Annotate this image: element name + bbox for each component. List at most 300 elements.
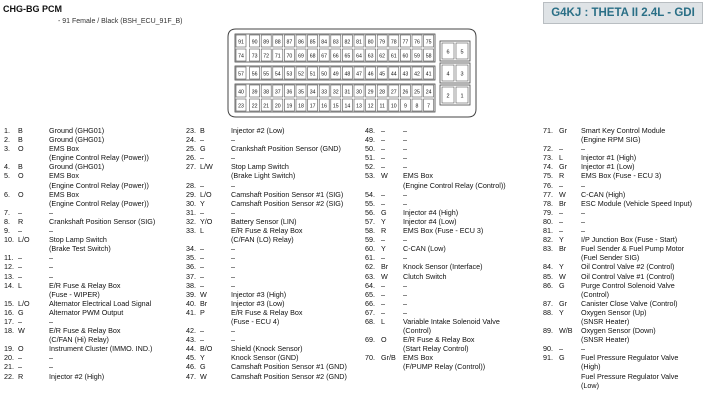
pin-row [365, 126, 540, 135]
pin-number: 88 [274, 39, 281, 46]
pin-wire: Y [559, 262, 564, 272]
pin-desc: Battery Sensor (LIN) [231, 216, 297, 226]
pin-desc: (Engine Control Relay (Power)) [49, 180, 149, 190]
pin-number: 53 [286, 71, 293, 78]
pin-wire: B [200, 126, 205, 135]
pin-num: 89. [543, 326, 553, 336]
pin-num: 47. [186, 371, 196, 381]
pin-desc: Injector #2 (High) [49, 371, 105, 381]
pin-row [186, 244, 362, 253]
pin-wire: R [559, 171, 565, 181]
pin-number: 60 [402, 53, 409, 60]
pin-column-4 [543, 126, 709, 390]
pin-row [365, 144, 540, 153]
pin-num: 36. [186, 262, 196, 272]
pin-desc: – [581, 180, 585, 190]
pin-row [4, 372, 180, 381]
pin-desc: Alternator Electrical Load Signal [49, 298, 152, 308]
pin-wire: L [200, 226, 204, 236]
pin-number: 76 [414, 39, 420, 46]
pin-row [543, 199, 709, 208]
pin-desc: Fuel Pressure Regulator Valve [581, 353, 679, 363]
pin-desc: Stop Lamp Switch [231, 162, 289, 172]
pin-wire: Br [559, 198, 567, 208]
pin-num: 28. [186, 180, 196, 190]
pin-num: 14. [4, 280, 14, 290]
pin-number: 18 [298, 103, 304, 110]
pin-num: 84. [543, 262, 553, 272]
pin-desc: – [231, 253, 235, 263]
pin-wire: Br [381, 262, 389, 272]
pin-number: 74 [238, 53, 244, 60]
pin-number: 30 [356, 89, 362, 96]
pin-row [543, 217, 709, 226]
pin-row [4, 135, 180, 144]
pin-wire: W [200, 289, 207, 299]
pin-row [543, 162, 709, 171]
pin-num: 61. [365, 253, 375, 263]
pin-num: 12. [4, 262, 14, 272]
pin-number: 29 [367, 89, 374, 96]
pin-wire: O [18, 189, 24, 199]
pin-wire: Y [381, 216, 386, 226]
pin-row [543, 208, 709, 217]
connector-label: - 91 Female / Black (BSH_ECU_91F_B) [58, 18, 183, 25]
pin-desc: – [231, 335, 235, 345]
side-pin-number: 5 [460, 49, 464, 56]
pin-row [543, 362, 709, 371]
pin-desc: (Engine RPM SIG) [581, 135, 641, 145]
pin-row [4, 362, 180, 371]
pin-wire: W [559, 189, 566, 199]
pin-number: 23 [238, 103, 244, 110]
pin-desc: (Engine Control Relay (Power)) [49, 153, 149, 163]
pin-row [4, 126, 180, 135]
pin-number: 32 [332, 89, 339, 96]
pin-row [543, 171, 709, 180]
pin-num: 1. [4, 126, 10, 135]
pin-row [186, 372, 362, 381]
pin-desc: ESC Module (Vehicle Speed Input) [581, 198, 693, 208]
pin-num: 6. [4, 189, 10, 199]
pin-desc: – [403, 144, 407, 154]
pin-wire: R [381, 226, 387, 236]
pin-num: 66. [365, 298, 375, 308]
pin-num: 65. [365, 289, 375, 299]
pin-number: 51 [309, 71, 316, 78]
pin-desc: E/R Fuse & Relay Box [49, 280, 121, 290]
pin-number: 56 [251, 71, 258, 78]
pin-row [543, 272, 709, 281]
pin-row [4, 208, 180, 217]
pin-row [543, 326, 709, 335]
pin-wire: G [559, 353, 565, 363]
pin-desc: Oil Control Valve #2 (Control) [581, 262, 675, 272]
pin-row [365, 244, 540, 253]
pin-row [365, 226, 540, 235]
pin-num: 27. [186, 162, 196, 172]
pin-wire: – [200, 207, 204, 217]
pin-row [186, 326, 362, 335]
pin-num: 56. [365, 207, 375, 217]
pin-wire: L/O [18, 298, 30, 308]
side-pin-number: 6 [446, 49, 450, 56]
pin-number: 19 [286, 103, 293, 110]
pin-desc: I/P Junction Box (Fuse - Start) [581, 235, 678, 245]
pin-row [543, 244, 709, 253]
pin-number: 79 [379, 39, 386, 46]
pin-row [186, 272, 362, 281]
pin-row [186, 353, 362, 362]
pin-wire: Br [559, 244, 567, 254]
pin-desc: Injector #3 (High) [231, 289, 287, 299]
pin-wire: W/B [559, 326, 573, 336]
pin-row [365, 362, 540, 371]
pin-num: 29. [186, 189, 196, 199]
pin-wire: – [381, 307, 385, 317]
pin-desc: (Control) [581, 289, 609, 299]
pin-row [543, 135, 709, 144]
pin-wire: – [381, 253, 385, 263]
pin-row [186, 362, 362, 371]
pin-desc: (Low) [581, 380, 599, 390]
pin-row [186, 235, 362, 244]
pin-num: 30. [186, 198, 196, 208]
pin-number: 75 [425, 39, 432, 46]
pin-wire: Gr [559, 162, 567, 172]
pin-row [186, 290, 362, 299]
pin-num: 35. [186, 253, 196, 263]
pin-row [186, 308, 362, 317]
pin-wire: B/O [200, 344, 213, 354]
pin-num: 2. [4, 135, 10, 145]
pin-num: 46. [186, 362, 196, 372]
pin-number: 31 [344, 89, 351, 96]
pin-wire: L [381, 316, 385, 326]
pin-wire: – [200, 180, 204, 190]
pin-desc: Injector #1 (High) [581, 153, 637, 163]
pin-wire: O [18, 344, 24, 354]
pin-wire: – [200, 262, 204, 272]
pin-number: 15 [332, 103, 339, 110]
pin-desc: Injector #4 (Low) [403, 216, 457, 226]
pin-row [4, 344, 180, 353]
pin-row [186, 153, 362, 162]
pin-row [4, 217, 180, 226]
pin-wire: – [381, 135, 385, 145]
pin-wire: – [381, 126, 385, 135]
pin-num: 43. [186, 335, 196, 345]
pin-wire: P [200, 307, 205, 317]
pin-desc: Clutch Switch [403, 271, 447, 281]
pin-desc: Oxygen Sensor (Down) [581, 326, 656, 336]
pin-row [4, 171, 180, 180]
pin-desc: – [49, 226, 53, 236]
pin-row [186, 171, 362, 180]
pin-num: 22. [4, 371, 14, 381]
engine-badge: G4KJ : THETA II 2.4L - GDI [543, 2, 703, 24]
pin-desc: Canister Close Valve (Control) [581, 298, 678, 308]
pin-num: 76. [543, 180, 553, 190]
pin-number: 77 [402, 39, 409, 46]
pin-num: 54. [365, 189, 375, 199]
pin-number: 21 [263, 103, 270, 110]
pin-row [186, 208, 362, 217]
pin-wire: B [18, 126, 23, 135]
pin-num: 52. [365, 162, 375, 172]
pin-row [186, 126, 362, 135]
pin-desc: – [49, 262, 53, 272]
pin-desc: Camshaft Position Sensor #2 (SIG) [231, 198, 344, 208]
pin-row [4, 353, 180, 362]
pin-row [543, 344, 709, 353]
pin-num: 74. [543, 162, 553, 172]
pin-num: 20. [4, 353, 14, 363]
pin-num: 17. [4, 316, 14, 326]
pin-number: 10 [390, 103, 397, 110]
pin-num: 25. [186, 144, 196, 154]
pin-desc: – [49, 353, 53, 363]
pin-wire: – [200, 244, 204, 254]
pin-row [543, 190, 709, 199]
pin-number: 25 [414, 89, 420, 96]
pin-desc: – [49, 271, 53, 281]
side-pin-number: 4 [446, 71, 450, 78]
pin-wire: – [381, 235, 385, 245]
pin-row [186, 162, 362, 171]
pin-num: 4. [4, 162, 10, 172]
pin-row [365, 208, 540, 217]
pin-number: 89 [263, 39, 270, 46]
pin-num: 79. [543, 207, 553, 217]
pin-column-2 [186, 126, 362, 381]
pin-desc: EMS Box [49, 144, 79, 154]
pin-desc: E/R Fuse & Relay Box [231, 307, 303, 317]
pin-wire: – [381, 144, 385, 154]
pin-wire: – [200, 253, 204, 263]
pin-desc: (SNSR Heater) [581, 335, 630, 345]
pin-row [543, 262, 709, 271]
pin-row [186, 144, 362, 153]
pin-desc: Camshaft Position Sensor #1 (SIG) [231, 189, 344, 199]
pin-desc: Ground (GHG01) [49, 162, 105, 172]
pin-column-1 [4, 126, 180, 381]
pin-wire: – [18, 353, 22, 363]
pin-num: 90. [543, 344, 553, 354]
pin-num: 58. [365, 226, 375, 236]
pin-desc: Camshaft Position Sensor #2 (GND) [231, 371, 347, 381]
pin-number: 39 [251, 89, 258, 96]
pin-desc: E/R Fuse & Relay Box [403, 335, 475, 345]
pin-num: 86. [543, 280, 553, 290]
pin-wire: W [381, 271, 388, 281]
pin-wire: G [559, 280, 565, 290]
pin-desc: – [581, 226, 585, 236]
pin-desc: (Fuel Sender SIG) [581, 253, 640, 263]
pin-num: 34. [186, 244, 196, 254]
pin-row [4, 272, 180, 281]
pin-num: 3. [4, 144, 10, 154]
pin-num: 23. [186, 126, 196, 135]
pin-number: 80 [367, 39, 374, 46]
connector-diagram [226, 27, 478, 119]
pin-wire: – [18, 362, 22, 372]
pin-desc: (Control) [403, 326, 431, 336]
pin-column-3 [365, 126, 540, 372]
pin-wire: – [18, 316, 22, 326]
pin-wire: – [381, 198, 385, 208]
pin-num: 39. [186, 289, 196, 299]
pin-row [365, 299, 540, 308]
pin-row [365, 181, 540, 190]
pin-desc: EMS Box (Fuse - ECU 3) [403, 226, 484, 236]
pin-wire: – [381, 162, 385, 172]
pin-wire: R [18, 371, 24, 381]
pin-row [543, 126, 709, 135]
pin-row [186, 262, 362, 271]
pin-number: 91 [238, 39, 244, 46]
pin-num: 78. [543, 198, 553, 208]
pin-number: 90 [251, 39, 258, 46]
pin-row [543, 335, 709, 344]
pin-wire: – [559, 344, 563, 354]
pin-row [4, 235, 180, 244]
pin-wire: O [18, 171, 24, 181]
pin-wire: W [200, 371, 207, 381]
pin-wire: – [200, 153, 204, 163]
pin-desc: Purge Control Solenoid Valve [581, 280, 675, 290]
pin-number: 73 [251, 53, 258, 60]
pin-num: 8. [4, 216, 10, 226]
pin-number: 61 [390, 53, 397, 60]
pin-desc: Fuel Sender & Fuel Pump Motor [581, 244, 685, 254]
pin-num: 5. [4, 171, 10, 181]
pin-number: 28 [379, 89, 386, 96]
pin-row [543, 153, 709, 162]
pin-desc: – [403, 153, 407, 163]
pin-wire: – [18, 262, 22, 272]
pin-num: 48. [365, 126, 375, 135]
pin-desc: (SNSR Heater) [581, 316, 630, 326]
pin-row [365, 190, 540, 199]
pin-row [186, 135, 362, 144]
pin-num: 49. [365, 135, 375, 145]
pin-wire: G [200, 144, 206, 154]
pin-num: 88. [543, 307, 553, 317]
pin-number: 8 [415, 103, 419, 110]
pin-num: 42. [186, 326, 196, 336]
pin-desc: Alternator PWM Output [49, 307, 124, 317]
pin-num: 41. [186, 307, 196, 317]
pin-number: 24 [425, 89, 432, 96]
pin-number: 13 [356, 103, 362, 110]
pin-number: 62 [379, 53, 386, 60]
pin-row [4, 262, 180, 271]
pin-wire: R [18, 216, 24, 226]
pin-row [4, 281, 180, 290]
pin-desc: EMS Box [403, 171, 433, 181]
pin-number: 45 [379, 71, 386, 78]
pin-wire: – [18, 226, 22, 236]
pin-num: 26. [186, 153, 196, 163]
pin-row [186, 299, 362, 308]
pin-row [186, 335, 362, 344]
pin-desc: Shield (Knock Sensor) [231, 344, 303, 354]
pin-desc: Ground (GHG01) [49, 126, 105, 135]
pin-wire: – [559, 180, 563, 190]
pin-row [4, 226, 180, 235]
pin-desc: – [403, 253, 407, 263]
pin-desc: – [231, 326, 235, 336]
pin-desc: Injector #1 (Low) [581, 162, 635, 172]
pin-desc: Instrument Cluster (IMMO. IND.) [49, 344, 153, 354]
pin-wire: L/O [200, 189, 212, 199]
pin-number: 86 [298, 39, 304, 46]
pin-number: 42 [414, 71, 420, 78]
pin-number: 69 [298, 53, 304, 60]
pin-wire: O [18, 144, 24, 154]
pin-desc: Oil Control Valve #1 (Control) [581, 271, 675, 281]
pin-desc: (Engine Control Relay (Control)) [403, 180, 506, 190]
pin-wire: Y [559, 235, 564, 245]
pin-number: 20 [274, 103, 281, 110]
pin-num: 13. [4, 271, 14, 281]
pin-desc: – [403, 126, 407, 135]
pin-number: 58 [425, 53, 432, 60]
pin-row [186, 217, 362, 226]
pin-desc: Crankshaft Position Sensor (SIG) [49, 216, 156, 226]
pin-num: 62. [365, 262, 375, 272]
pin-row [186, 226, 362, 235]
pin-wire: – [559, 144, 563, 154]
pin-desc: C-CAN (High) [581, 189, 626, 199]
pin-number: 68 [309, 53, 316, 60]
pin-desc: – [231, 280, 235, 290]
pin-row [543, 308, 709, 317]
pin-wire: Y [200, 198, 205, 208]
pin-wire: W [559, 271, 566, 281]
pin-desc: – [49, 253, 53, 263]
pin-num: 71. [543, 126, 553, 135]
pin-num: 18. [4, 326, 14, 336]
pin-row [365, 171, 540, 180]
pin-desc: – [403, 198, 407, 208]
pin-desc: – [403, 307, 407, 317]
side-pin-number: 2 [446, 93, 450, 100]
pin-num: 11. [4, 253, 14, 263]
pin-num: 44. [186, 344, 196, 354]
pin-wire: Y [381, 244, 386, 254]
pin-desc: – [49, 207, 53, 217]
pin-num: 87. [543, 298, 553, 308]
pin-num: 40. [186, 298, 196, 308]
pin-num: 24. [186, 135, 196, 145]
pin-number: 43 [402, 71, 409, 78]
pin-row [543, 317, 709, 326]
pin-wire: L [559, 153, 563, 163]
pin-row [186, 281, 362, 290]
pin-row [186, 317, 362, 326]
pin-row [186, 344, 362, 353]
pin-row [365, 153, 540, 162]
pin-wire: – [559, 207, 563, 217]
pin-number: 36 [286, 89, 293, 96]
pin-number: 57 [238, 71, 244, 78]
pin-num: 15. [4, 298, 14, 308]
pin-row [365, 217, 540, 226]
pin-desc: Variable Intake Solenoid Valve [403, 316, 500, 326]
pin-number: 47 [356, 71, 362, 78]
